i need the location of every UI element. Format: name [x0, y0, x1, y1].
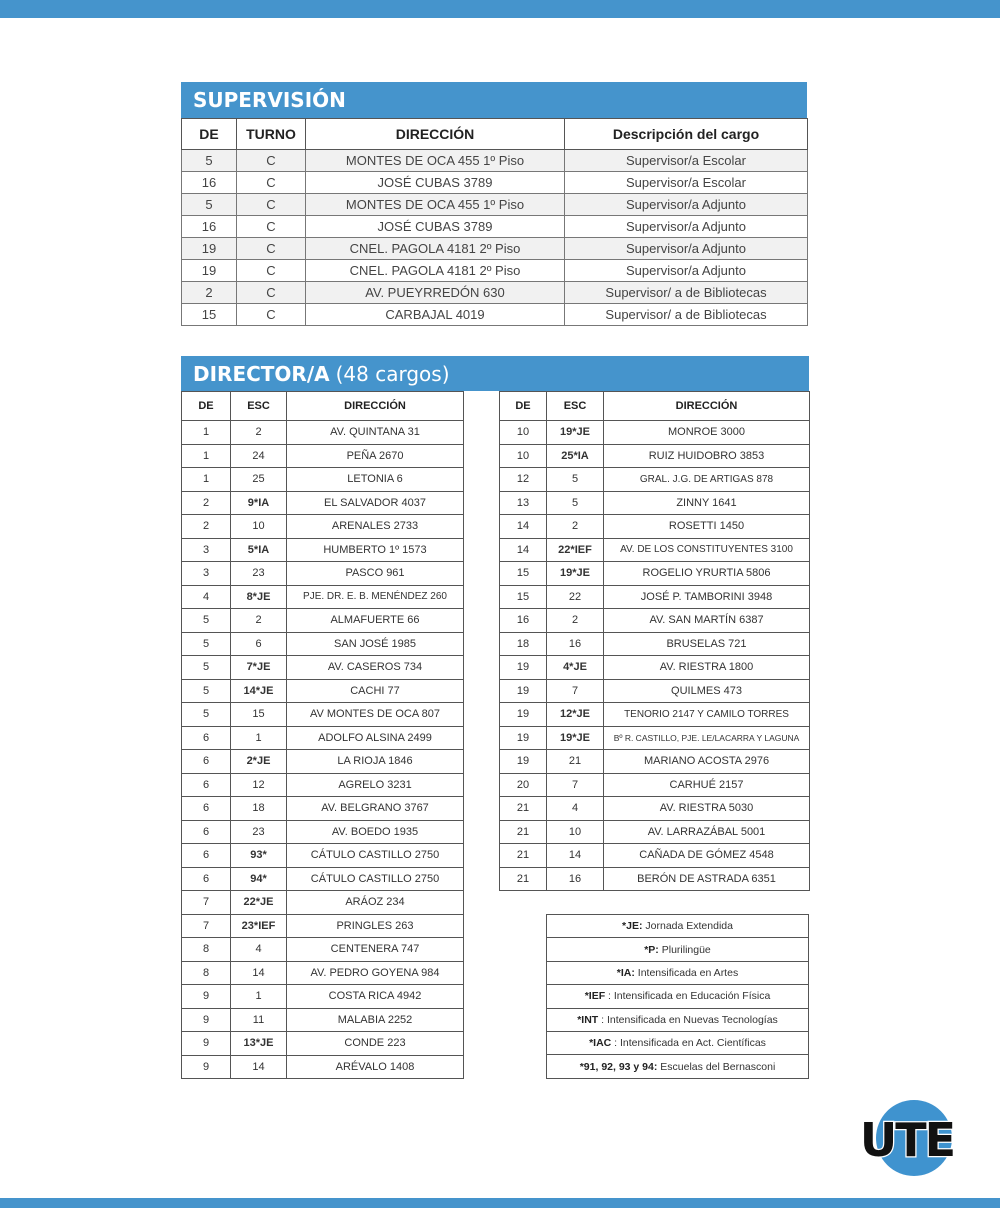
cell-esc: 1 — [231, 985, 287, 1009]
cell-de: 10 — [500, 421, 547, 445]
cell-direccion: CAÑADA DE GÓMEZ 4548 — [604, 844, 810, 868]
cell-direccion: AV. LARRAZÁBAL 5001 — [604, 820, 810, 844]
table-row — [182, 172, 808, 194]
cell-de: 15 — [182, 304, 237, 326]
cell-de: 18 — [500, 632, 547, 656]
table-row — [500, 726, 810, 750]
cell-esc: 18 — [231, 797, 287, 821]
legend-row — [547, 915, 809, 938]
legend-code: *IAC — [589, 1037, 612, 1050]
legend-text: : Intensificada en Act. Científicas — [614, 1037, 766, 1050]
table-row — [500, 562, 810, 586]
table-row — [182, 238, 808, 260]
table-row — [182, 1008, 464, 1032]
cell-de: 6 — [182, 867, 231, 891]
cell-esc: 4 — [547, 797, 604, 821]
cell-esc: 24 — [231, 444, 287, 468]
cell-direccion: MONTES DE OCA 455 1º Piso — [306, 194, 565, 216]
legend-code: *P: — [644, 943, 659, 956]
cell-de: 7 — [182, 914, 231, 938]
cell-esc: 14*JE — [231, 679, 287, 703]
cell-de: 19 — [500, 726, 547, 750]
table-row — [182, 679, 464, 703]
cell-esc: 16 — [547, 867, 604, 891]
legend-item — [547, 1055, 809, 1078]
cell-direccion: AV. DE LOS CONSTITUYENTES 3100 — [604, 538, 810, 562]
bottom-accent-bar — [0, 1198, 1000, 1208]
cell-esc: 15 — [231, 703, 287, 727]
cell-direccion: CNEL. PAGOLA 4181 2º Piso — [306, 238, 565, 260]
table-row — [182, 216, 808, 238]
cell-de: 19 — [500, 679, 547, 703]
table-row — [182, 914, 464, 938]
legend-text: Jornada Extendida — [645, 920, 733, 933]
cell-de: 16 — [182, 172, 237, 194]
table-row-empty — [500, 891, 810, 914]
table-row — [182, 726, 464, 750]
cell-esc: 19*JE — [547, 562, 604, 586]
cell-esc: 10 — [547, 820, 604, 844]
cell-direccion: CARHUÉ 2157 — [604, 773, 810, 797]
cell-de: 15 — [500, 585, 547, 609]
legend-row — [547, 1008, 809, 1031]
cell-esc: 14 — [231, 961, 287, 985]
cell-direccion: BERÓN DE ASTRADA 6351 — [604, 867, 810, 891]
cell-esc: 93* — [231, 844, 287, 868]
cell-direccion: PASCO 961 — [287, 562, 464, 586]
cell-descripcion: Supervisor/ a de Bibliotecas — [565, 304, 808, 326]
cell-esc: 2 — [231, 609, 287, 633]
cell-turno: C — [237, 194, 306, 216]
supervision-header-row — [182, 119, 808, 150]
cell-descripcion: Supervisor/a Adjunto — [565, 216, 808, 238]
cell-de: 14 — [500, 538, 547, 562]
cell-esc: 16 — [547, 632, 604, 656]
table-row — [500, 679, 810, 703]
legend-code: *IEF — [584, 990, 606, 1003]
cell-direccion: AV. PUEYRREDÓN 630 — [306, 282, 565, 304]
cell-direccion: CACHI 77 — [287, 679, 464, 703]
cell-de: 2 — [182, 282, 237, 304]
cell-de: 2 — [182, 515, 231, 539]
table-row — [182, 656, 464, 680]
cell-direccion: Bº R. CASTILLO, PJE. LE/LACARRA Y LAGUNA — [604, 726, 810, 750]
cell-descripcion: Supervisor/ a de Bibliotecas — [565, 282, 808, 304]
cell-direccion: AV. CASEROS 734 — [287, 656, 464, 680]
cell-de: 14 — [500, 515, 547, 539]
cell-direccion: JOSÉ CUBAS 3789 — [306, 216, 565, 238]
cell-de: 9 — [182, 1055, 231, 1079]
supervision-table — [181, 118, 808, 326]
ute-logo — [858, 1094, 958, 1186]
cell-direccion: AV. BELGRANO 3767 — [287, 797, 464, 821]
cell-de: 5 — [182, 703, 231, 727]
legend-item — [547, 961, 809, 984]
cell-de: 15 — [500, 562, 547, 586]
col-header-de: DE — [500, 392, 547, 421]
ute-logo-mark — [858, 1094, 958, 1186]
supervision-title: SUPERVISIÓN — [181, 82, 807, 118]
table-row — [182, 867, 464, 891]
cell-esc: 2*JE — [231, 750, 287, 774]
cell-turno: C — [237, 216, 306, 238]
cell-de: 10 — [500, 444, 547, 468]
col-header-direccion: DIRECCIÓN — [306, 119, 565, 150]
table-row — [182, 891, 464, 915]
cell-direccion: GRAL. J.G. DE ARTIGAS 878 — [604, 468, 810, 492]
cell-direccion: LA RIOJA 1846 — [287, 750, 464, 774]
cell-esc: 12 — [231, 773, 287, 797]
table-row — [182, 797, 464, 821]
table-row — [500, 797, 810, 821]
cell-de: 6 — [182, 773, 231, 797]
cell-direccion: ARÁOZ 234 — [287, 891, 464, 915]
cell-de: 4 — [182, 585, 231, 609]
cell-de: 1 — [182, 421, 231, 445]
cell-de: 9 — [182, 985, 231, 1009]
cell-direccion: SAN JOSÉ 1985 — [287, 632, 464, 656]
cell-direccion: MARIANO ACOSTA 2976 — [604, 750, 810, 774]
cell-esc: 5 — [547, 491, 604, 515]
legend-item — [547, 1031, 809, 1054]
table-row — [500, 468, 810, 492]
col-header-de: DE — [182, 392, 231, 421]
legend-item — [547, 938, 809, 961]
legend-code: *INT — [577, 1013, 599, 1026]
cell-de: 13 — [500, 491, 547, 515]
cell-esc: 8*JE — [231, 585, 287, 609]
cell-direccion: CÁTULO CASTILLO 2750 — [287, 867, 464, 891]
cell-direccion: ZINNY 1641 — [604, 491, 810, 515]
cell-de: 9 — [182, 1008, 231, 1032]
cell-esc: 14 — [547, 844, 604, 868]
cell-de: 6 — [182, 750, 231, 774]
cell-esc: 19*JE — [547, 726, 604, 750]
cell-descripcion: Supervisor/a Escolar — [565, 172, 808, 194]
cell-direccion: AV. RIESTRA 5030 — [604, 797, 810, 821]
director-right-header-row — [500, 392, 810, 421]
table-row — [500, 750, 810, 774]
cell-direccion: CNEL. PAGOLA 4181 2º Piso — [306, 260, 565, 282]
cell-esc: 22*IEF — [547, 538, 604, 562]
cell-esc: 19*JE — [547, 421, 604, 445]
abbreviation-legend — [546, 914, 809, 1079]
cell-direccion: MONTES DE OCA 455 1º Piso — [306, 150, 565, 172]
cell-direccion: AV. RIESTRA 1800 — [604, 656, 810, 680]
cell-de: 21 — [500, 844, 547, 868]
cell-esc: 2 — [231, 421, 287, 445]
legend-code: *91, 92, 93 y 94: — [579, 1060, 658, 1073]
cell-esc: 7 — [547, 773, 604, 797]
table-row — [182, 938, 464, 962]
cell-de: 5 — [182, 679, 231, 703]
cell-direccion: AV. PEDRO GOYENA 984 — [287, 961, 464, 985]
cell-turno: C — [237, 238, 306, 260]
table-row — [182, 304, 808, 326]
legend-row — [547, 961, 809, 984]
cell-direccion: AV. SAN MARTÍN 6387 — [604, 609, 810, 633]
table-row — [500, 538, 810, 562]
cell-empty — [604, 891, 810, 914]
table-row — [182, 844, 464, 868]
table-row — [500, 844, 810, 868]
cell-direccion: RUIZ HUIDOBRO 3853 — [604, 444, 810, 468]
cell-direccion: LETONIA 6 — [287, 468, 464, 492]
table-row — [500, 609, 810, 633]
table-row — [182, 421, 464, 445]
cell-de: 19 — [500, 656, 547, 680]
col-header-esc: ESC — [231, 392, 287, 421]
logo-text: UTE — [859, 1113, 955, 1167]
table-row — [182, 820, 464, 844]
cell-esc: 9*IA — [231, 491, 287, 515]
cell-de: 6 — [182, 797, 231, 821]
cell-esc: 5 — [547, 468, 604, 492]
legend-row — [547, 1055, 809, 1078]
cell-de: 7 — [182, 891, 231, 915]
cell-esc: 7 — [547, 679, 604, 703]
table-row — [182, 773, 464, 797]
cell-direccion: ADOLFO ALSINA 2499 — [287, 726, 464, 750]
cell-esc: 6 — [231, 632, 287, 656]
cell-turno: C — [237, 282, 306, 304]
table-row — [182, 750, 464, 774]
legend-text: : Intensificada en Educación Física — [608, 990, 771, 1003]
cell-direccion: EL SALVADOR 4037 — [287, 491, 464, 515]
table-row — [182, 562, 464, 586]
cell-de: 12 — [500, 468, 547, 492]
cell-turno: C — [237, 150, 306, 172]
legend-code: *IA: — [616, 966, 635, 979]
table-row — [500, 656, 810, 680]
cell-esc: 25*IA — [547, 444, 604, 468]
cell-descripcion: Supervisor/a Escolar — [565, 150, 808, 172]
cell-de: 5 — [182, 656, 231, 680]
cell-direccion: AV. BOEDO 1935 — [287, 820, 464, 844]
col-header-turno: TURNO — [237, 119, 306, 150]
cell-direccion: MONROE 3000 — [604, 421, 810, 445]
cell-esc: 1 — [231, 726, 287, 750]
cell-turno: C — [237, 260, 306, 282]
cell-empty — [547, 891, 604, 914]
cell-de: 19 — [182, 260, 237, 282]
cell-esc: 23 — [231, 820, 287, 844]
cell-direccion: QUILMES 473 — [604, 679, 810, 703]
table-row — [500, 820, 810, 844]
cell-de: 21 — [500, 797, 547, 821]
table-row — [182, 632, 464, 656]
cell-direccion: HUMBERTO 1º 1573 — [287, 538, 464, 562]
cell-direccion: CENTENERA 747 — [287, 938, 464, 962]
cell-de: 8 — [182, 961, 231, 985]
cell-de: 5 — [182, 609, 231, 633]
table-row — [182, 282, 808, 304]
table-row — [500, 585, 810, 609]
cell-esc: 22 — [547, 585, 604, 609]
cell-direccion: ALMAFUERTE 66 — [287, 609, 464, 633]
director-left-header-row — [182, 392, 464, 421]
table-row — [182, 444, 464, 468]
table-row — [182, 609, 464, 633]
cell-direccion: ROGELIO YRURTIA 5806 — [604, 562, 810, 586]
table-row — [182, 585, 464, 609]
cell-direccion: ROSETTI 1450 — [604, 515, 810, 539]
cell-esc: 14 — [231, 1055, 287, 1079]
director-table-left — [181, 391, 464, 1079]
table-row — [182, 150, 808, 172]
cell-direccion: PRINGLES 263 — [287, 914, 464, 938]
cell-direccion: AGRELO 3231 — [287, 773, 464, 797]
col-header-direccion: DIRECCIÓN — [604, 392, 810, 421]
supervision-section — [181, 82, 807, 326]
legend-text: Escuelas del Bernasconi — [660, 1060, 776, 1073]
cell-direccion: JOSÉ CUBAS 3789 — [306, 172, 565, 194]
cell-de: 19 — [500, 750, 547, 774]
cell-de: 6 — [182, 726, 231, 750]
table-row — [500, 867, 810, 891]
cell-direccion: BRUSELAS 721 — [604, 632, 810, 656]
cell-esc: 94* — [231, 867, 287, 891]
table-row — [182, 515, 464, 539]
table-row — [500, 491, 810, 515]
cell-direccion: AV MONTES DE OCA 807 — [287, 703, 464, 727]
table-row — [182, 961, 464, 985]
cell-direccion: COSTA RICA 4942 — [287, 985, 464, 1009]
cell-esc: 2 — [547, 515, 604, 539]
table-row — [182, 985, 464, 1009]
cell-esc: 25 — [231, 468, 287, 492]
cell-de: 6 — [182, 844, 231, 868]
cell-esc: 22*JE — [231, 891, 287, 915]
cell-de: 16 — [182, 216, 237, 238]
legend-code: *JE: — [622, 920, 643, 933]
cell-esc: 23 — [231, 562, 287, 586]
col-header-de: DE — [182, 119, 237, 150]
table-row — [182, 703, 464, 727]
table-row — [500, 444, 810, 468]
col-header-esc: ESC — [547, 392, 604, 421]
director-table-right — [499, 391, 810, 914]
cell-de: 5 — [182, 150, 237, 172]
cell-direccion: PJE. DR. E. B. MENÉNDEZ 260 — [287, 585, 464, 609]
cell-descripcion: Supervisor/a Adjunto — [565, 260, 808, 282]
cell-de: 8 — [182, 938, 231, 962]
cell-direccion: CÁTULO CASTILLO 2750 — [287, 844, 464, 868]
legend-row — [547, 1031, 809, 1054]
cell-esc: 2 — [547, 609, 604, 633]
cell-de: 1 — [182, 444, 231, 468]
cell-direccion: ARENALES 2733 — [287, 515, 464, 539]
table-row — [500, 632, 810, 656]
legend-text: Plurilingüe — [661, 943, 711, 956]
table-row — [500, 703, 810, 727]
cell-esc: 4*JE — [547, 656, 604, 680]
cell-direccion: TENORIO 2147 Y CAMILO TORRES — [604, 703, 810, 727]
col-header-direccion: DIRECCIÓN — [287, 392, 464, 421]
table-row — [182, 538, 464, 562]
cell-esc: 10 — [231, 515, 287, 539]
table-row — [182, 1055, 464, 1079]
cell-de: 19 — [182, 238, 237, 260]
cell-direccion: PEÑA 2670 — [287, 444, 464, 468]
table-row — [182, 1032, 464, 1056]
table-row — [182, 491, 464, 515]
table-row — [500, 421, 810, 445]
cell-direccion: AV. QUINTANA 31 — [287, 421, 464, 445]
legend-item — [547, 985, 809, 1008]
legend-row — [547, 985, 809, 1008]
cell-de: 19 — [500, 703, 547, 727]
cell-direccion: CONDE 223 — [287, 1032, 464, 1056]
top-accent-bar — [0, 0, 1000, 18]
cell-de: 16 — [500, 609, 547, 633]
cell-esc: 7*JE — [231, 656, 287, 680]
table-row — [500, 515, 810, 539]
cell-turno: C — [237, 304, 306, 326]
table-row — [182, 468, 464, 492]
cell-direccion: CARBAJAL 4019 — [306, 304, 565, 326]
cell-descripcion: Supervisor/a Adjunto — [565, 238, 808, 260]
cell-esc: 5*IA — [231, 538, 287, 562]
cell-esc: 4 — [231, 938, 287, 962]
legend-item — [547, 1008, 809, 1031]
cell-de: 3 — [182, 538, 231, 562]
cell-direccion: JOSÉ P. TAMBORINI 3948 — [604, 585, 810, 609]
cell-de: 20 — [500, 773, 547, 797]
cell-de: 5 — [182, 632, 231, 656]
cell-de: 5 — [182, 194, 237, 216]
cell-de: 3 — [182, 562, 231, 586]
cell-de: 21 — [500, 820, 547, 844]
director-subtitle: (48 cargos) — [335, 361, 450, 386]
cell-esc: 11 — [231, 1008, 287, 1032]
cell-esc: 13*JE — [231, 1032, 287, 1056]
cell-direccion: ARÉVALO 1408 — [287, 1055, 464, 1079]
cell-turno: C — [237, 172, 306, 194]
cell-de: 9 — [182, 1032, 231, 1056]
legend-text: : Intensificada en Nuevas Tecnologías — [601, 1013, 778, 1026]
table-row — [500, 773, 810, 797]
legend-row — [547, 938, 809, 961]
table-row — [182, 260, 808, 282]
cell-de: 21 — [500, 867, 547, 891]
cell-esc: 23*IEF — [231, 914, 287, 938]
cell-de: 1 — [182, 468, 231, 492]
cell-de: 6 — [182, 820, 231, 844]
cell-descripcion: Supervisor/a Adjunto — [565, 194, 808, 216]
cell-esc: 21 — [547, 750, 604, 774]
col-header-descripcion: Descripción del cargo — [565, 119, 808, 150]
cell-de: 2 — [182, 491, 231, 515]
cell-direccion: MALABIA 2252 — [287, 1008, 464, 1032]
legend-item — [547, 915, 809, 938]
director-title: DIRECTOR/A (48 cargos) — [181, 356, 809, 391]
cell-empty — [500, 891, 547, 914]
legend-text: Intensificada en Artes — [637, 966, 739, 979]
table-row — [182, 194, 808, 216]
cell-esc: 12*JE — [547, 703, 604, 727]
